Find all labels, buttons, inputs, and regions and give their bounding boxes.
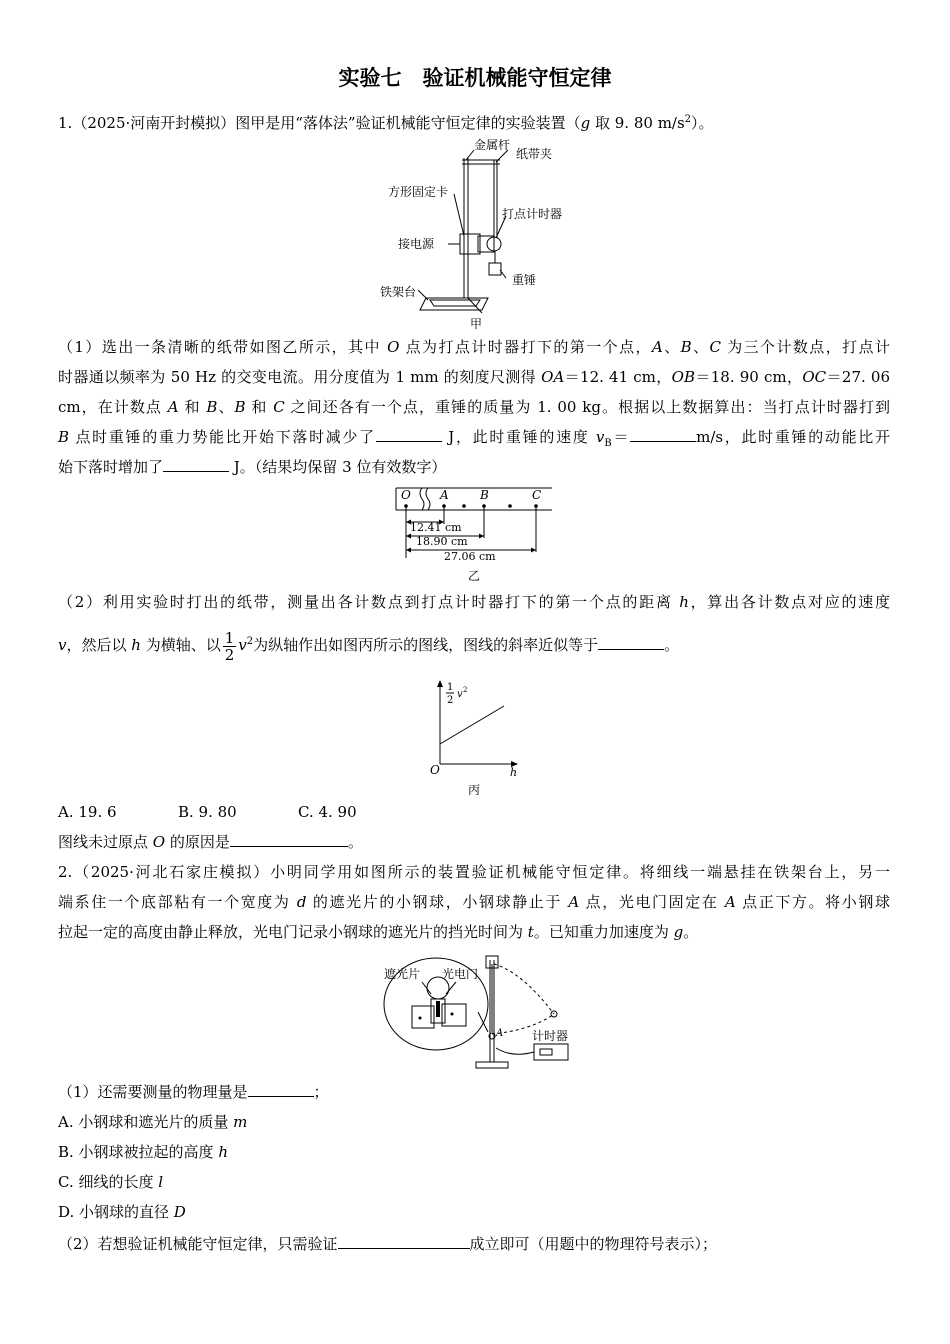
q1-p1-line4: B 点时重锤的重力势能比开始下落时减少了 J，此时重锤的速度 $v_B= m/s$，此时重锤的动能比开: [58, 428, 890, 449]
q1-p1-line2: 时器通以频率为 50 Hz 的交变电流。用分度值为 1 mm 的刻度尺测得 OA＝12. 41 cm，OB＝18. 90 cm，OC＝27. 06: [58, 368, 890, 386]
tape-dot-mid2: [508, 504, 512, 508]
figure-apparatus: [378, 138, 578, 333]
label-power: 接电源: [398, 237, 435, 251]
timer-box: [534, 1044, 568, 1060]
option-a[interactable]: A. 19. 6: [58, 803, 117, 821]
q1-p2-line1: （2）利用实验时打出的纸带，测量出各计数点到打点计时器打下的第一个点的距离 h，算出各计数点对应的速度: [58, 593, 890, 611]
q2-line3: 拉起一定的高度由静止释放，光电门记录小钢球的遮光片的挡光时间为 t。已知重力加速度为 g。: [58, 923, 699, 941]
graph-origin: O: [430, 763, 440, 777]
answer-blank-kinetic[interactable]: [163, 457, 229, 472]
apparatus-drawing: [378, 138, 578, 333]
weight-block: [489, 263, 501, 275]
tape-label-O: O: [401, 488, 411, 502]
q1-options: [58, 802, 357, 822]
figure-c-caption: 丙: [468, 783, 481, 797]
graph-y-num: 1: [447, 682, 454, 693]
figure-tape: [392, 484, 558, 586]
label-point-A: A: [496, 1028, 504, 1039]
label-weight: 重锤: [512, 273, 537, 287]
q2-source: （2025·河北石家庄模拟）: [72, 863, 271, 881]
answer-blank-slope[interactable]: [598, 635, 664, 650]
q1-p1-line1: （1）选出一条清晰的纸带如图乙所示，其中 O 点为打点计时器打下的第一个点，A、B、C 为三个计数点，打点计: [58, 338, 890, 356]
graph-line: [440, 706, 504, 744]
label-timer-device: 计时器: [532, 1029, 569, 1043]
tape-dot-B: [482, 504, 486, 508]
label-photogate: 光电门: [442, 967, 479, 981]
q2-option-d[interactable]: D. 小钢球的直径 D: [58, 1203, 186, 1221]
answer-blank-equation[interactable]: [338, 1234, 470, 1249]
label-iron-stand: 铁架台: [380, 285, 417, 299]
label-square-clamp: 方形固定卡: [388, 185, 449, 199]
q1-reason: 图线未过原点 O 的原因是 。: [58, 833, 363, 851]
q1-stem: 1.（2025·河南开封模拟）图甲是用“落体法”验证机械能守恒定律的实验装置（g 取 9. 80 $m/s^2$）。: [58, 114, 714, 132]
figure-graph: [426, 676, 526, 800]
figure-b-caption: 乙: [468, 569, 481, 583]
tape-dot-mid1: [462, 504, 466, 508]
q1-source: （2025·河南开封模拟）: [72, 114, 236, 132]
tape-dot-C: [534, 504, 538, 508]
q2-option-a[interactable]: A. 小钢球和遮光片的质量 m: [58, 1113, 248, 1131]
tape-dot-O: [404, 504, 408, 508]
q1-p1-line3: cm，在计数点 A 和 B、B 和 C 之间还各有一个点，重锤的质量为 1. 00 kg。根据以上数据算出：当打点计时器打到: [58, 398, 890, 416]
measure-OB: 18.90 cm: [416, 535, 468, 548]
label-timer: 打点计时器: [502, 207, 563, 221]
q2-number: 2.: [58, 863, 73, 881]
fraction-half: $\frac{1}{2}$: [224, 628, 235, 664]
tape-label-A: A: [440, 488, 449, 502]
page-title: 实验七 验证机械能守恒定律: [338, 66, 612, 90]
tape-label-C: C: [532, 488, 542, 502]
q1-p2-line2: v，然后以 h 为横轴、以 $\frac{1}{2}$ $v^2$为纵轴作出如图丙所示的图线，图线的斜率近似等于 。: [58, 628, 680, 664]
q2-option-b[interactable]: B. 小钢球被拉起的高度 h: [58, 1143, 228, 1161]
answer-blank-reason[interactable]: [230, 832, 348, 847]
q2-line2: 端系住一个底部粘有一个宽度为 d 的遮光片的小钢球，小钢球静止于 A 点，光电门固定在 A 点正下方。将小钢球: [58, 893, 890, 911]
graph-y-v: v: [457, 689, 463, 700]
answer-blank-velocity[interactable]: [630, 427, 696, 442]
measure-OA: 12.41 cm: [410, 521, 462, 534]
option-b[interactable]: B. 9. 80: [178, 803, 237, 821]
label-metal-rod: 金属杆: [474, 138, 511, 152]
figure-a-caption: 甲: [470, 317, 483, 331]
q2-p1-stem: （1）还需要测量的物理量是 ；: [58, 1083, 329, 1101]
label-tape-clip: 纸带夹: [516, 147, 553, 161]
label-shading-strip: 遮光片: [384, 967, 421, 981]
answer-blank-potential[interactable]: [376, 427, 442, 442]
measure-OC: 27.06 cm: [444, 550, 496, 563]
clamp-box: [460, 234, 480, 254]
option-c[interactable]: C. 4. 90: [298, 803, 357, 821]
graph-y-den: 2: [447, 695, 454, 706]
figure-pendulum: [382, 952, 578, 1072]
graph-y-sq: 2: [463, 686, 468, 694]
tape-label-B: B: [480, 488, 489, 502]
pendulum-base: [476, 1062, 508, 1068]
q2-p2: （2）若想验证机械能守恒定律，只需验证 成立即可（用题中的物理符号表示）；: [58, 1235, 718, 1253]
graph-x-label: h: [510, 766, 518, 779]
q2-line1: 2.（2025·河北石家庄模拟）小明同学用如图所示的装置验证机械能守恒定律。将细线一端悬挂在铁架台上，另一: [58, 863, 890, 881]
tape-dot-A: [442, 504, 446, 508]
q1-p1-line5: 始下落时增加了 J。（结果均保留 3 位有效数字）: [58, 458, 447, 476]
answer-blank-quantity[interactable]: [248, 1082, 314, 1097]
q2-option-c[interactable]: C. 细线的长度 l: [58, 1173, 164, 1191]
q1-number: 1.: [58, 114, 73, 132]
